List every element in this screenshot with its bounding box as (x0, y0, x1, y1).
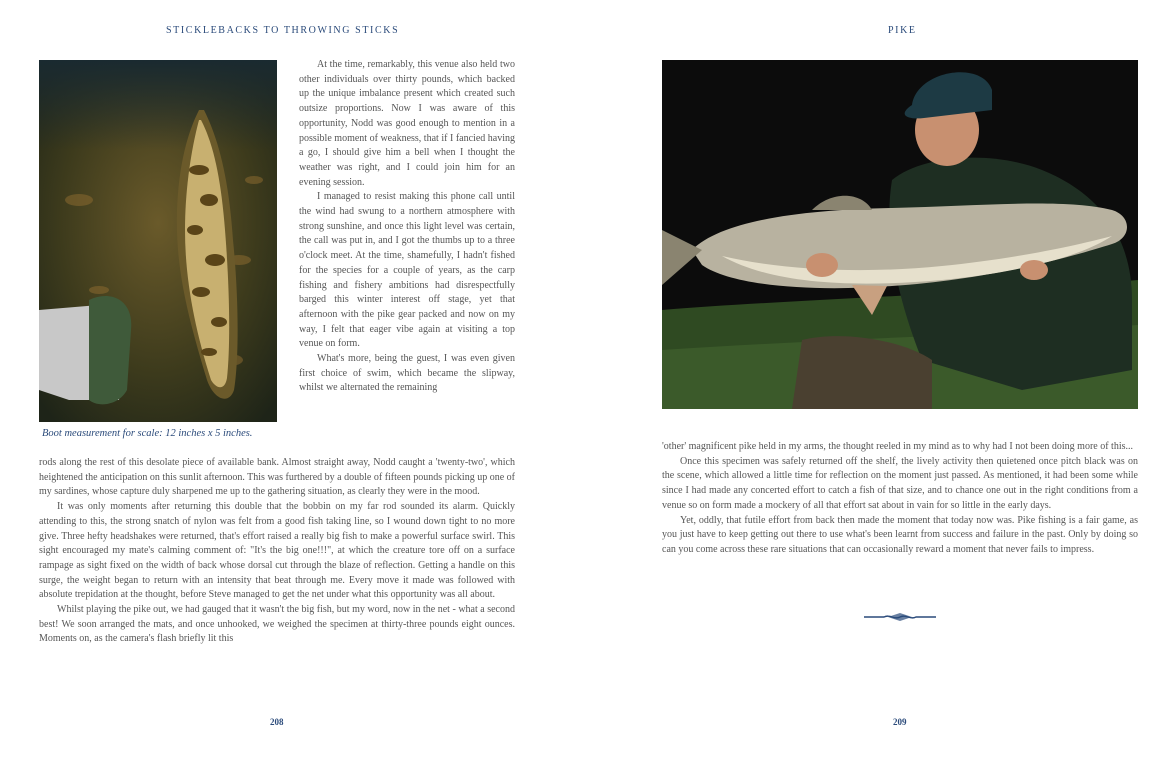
running-head: PIKE (888, 25, 917, 36)
narrow-text-column (299, 58, 515, 396)
section-end-ornament (864, 612, 936, 622)
paragraph: Whilst playing the pike out, we had gauged that it wasn't the big fish, but my word, now in the net - what a second best! We soon arranged the mats, and once unhooked, we weighed the specimen at thirty-three pounds eight ounces. Moments on, as the camera's flash briefly lit this (39, 604, 515, 645)
page-number: 209 (893, 717, 907, 727)
snakehead-photo (39, 60, 277, 422)
photo-caption: Boot measurement for scale: 12 inches x 5 inches. (42, 428, 253, 439)
paragraph: It was only moments after returning this double that the bobbin on my far rod sounded its alarm. Quickly attending to this, the strong snatch of nylon was felt from a good fish taking line, so I wound down tight to no more give. Three hefty headshakes were returned, that's effort raised a really big fish to make a powerful surface swirl. This sight encouraged my mate's calming comment of: "It's the big one!!!", at which the creature tore off on a surface rampage as sight fixed on the width of back whose dorsal cut through the blaze of reflection. Getting a handle on this surge, the weight began to return with an intensity that beat through me. Every move it made was followed with absolute trepidation at the thought, before Steve managed to get the net under what this opportunity was all about. (39, 501, 515, 601)
paragraph: What's more, being the guest, I was even given first choice of swim, which became the slipway, whilst we alternated the remaining (299, 353, 515, 394)
paragraph: 'other' magnificent pike held in my arms, the thought reeled in my mind as to why had I not been doing more of this... (662, 441, 1134, 452)
paragraph: Once this specimen was safely returned off the shelf, the lively activity then quietened once pitch black was on the scene, which allowed a little time for reflection on the moment just passed. As mentioned, it had been some while since I had made any concerted effort to catch a fish of that size, and to chance one out in the right conditions from a venue so on form made a mockery of all that effort sat about in vain for so little in the early days. (662, 455, 1138, 511)
paragraph: I managed to resist making this phone call until the wind had swung to a northern atmosphere with strong sunshine, and once this light level was certain, the call was put in, and I got the thumbs up to a three o'clock meet. At the time, shamefully, I hadn't fished for the species for a couple of years, as the carp fishing and fishery ambitions had disrespectfully barged this winter interest off stage, yet that afternoon with the pike gear packed and now on my way, I felt that eager vibe again at visiting a top venue on form. (299, 191, 515, 350)
page-number: 208 (270, 717, 284, 727)
full-width-text (39, 456, 515, 647)
paragraph: At the time, remarkably, this venue also held two other individuals over thirty pounds, which backed up the unique imbalance present which created such outsize proportions. Now I was aware of this opportunity, Nodd was good enough to mention in a possible moment of weakness, that if I fancied having a go, I should give him a bell when I thought the weather was right, and I could join him for an evening session. (299, 59, 515, 188)
angler-with-pike-photo (662, 60, 1138, 409)
right-text (662, 440, 1138, 558)
running-head: STICKLEBACKS TO THROWING STICKS (166, 25, 400, 36)
paragraph: Yet, oddly, that futile effort from back then made the moment that today now was. Pike fishing is a fair game, as you just have to keep getting out there to use what's been learnt from success and failure in the past. Only by doing so can you come across these rare situations that can occasionally reward a moment that never fails to impress. (662, 514, 1138, 555)
paragraph: rods along the rest of this desolate piece of available bank. Almost straight away, Nodd caught a 'twenty-two', which heightened the anticipation on this sunlit afternoon. This was furthered by a double of fifteen pounds picking up one of my sardines, whose capture duly sharpened me up to the gathering situation, as clearly they were in the mood. (39, 457, 515, 498)
